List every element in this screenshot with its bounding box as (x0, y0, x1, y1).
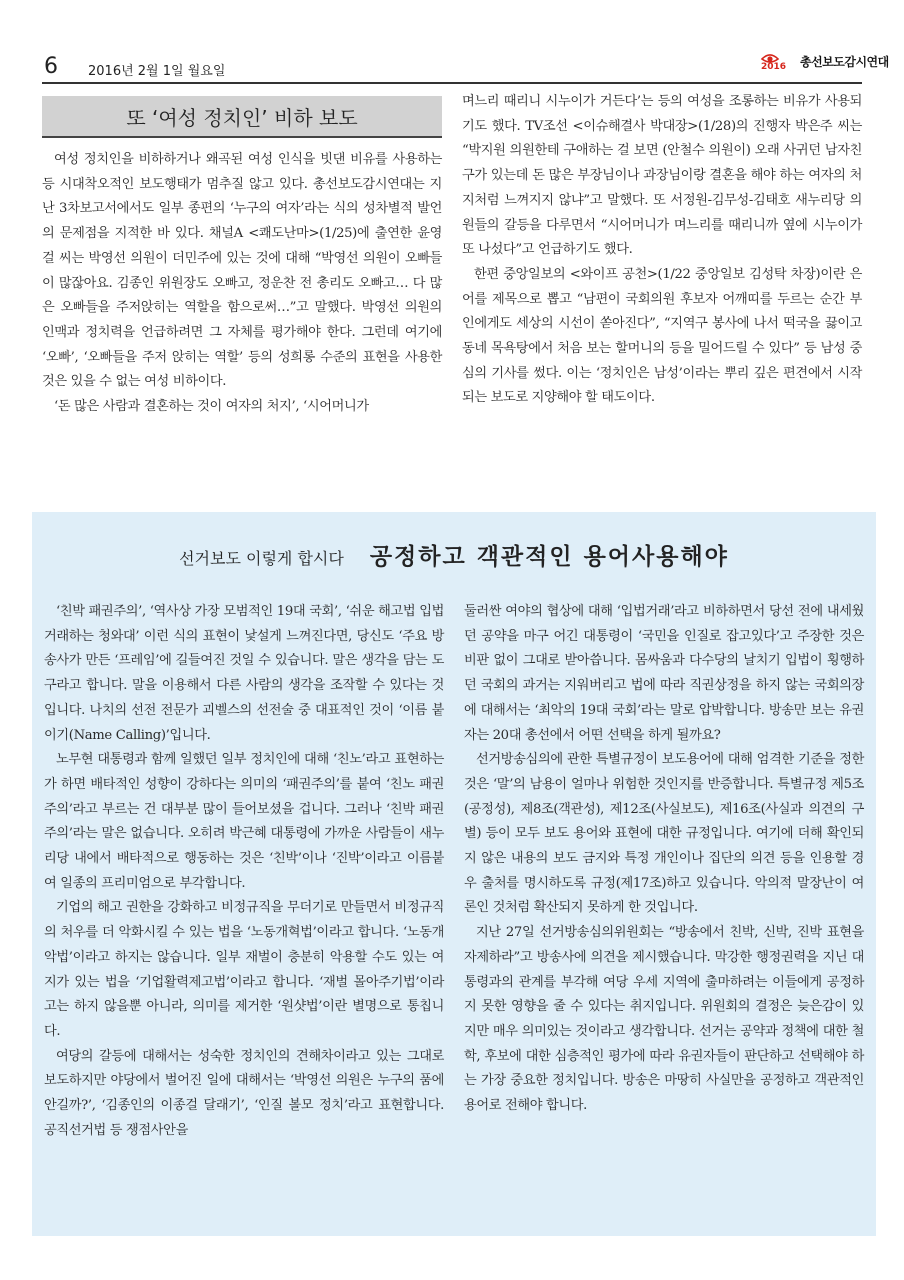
header-divider (42, 82, 862, 84)
publisher-logo (758, 50, 889, 70)
eye-icon (758, 50, 798, 70)
page-number: 6 (44, 54, 58, 79)
box-paragraph: 선거방송심의에 관한 특별규정이 보도용어에 대해 엄격한 기준을 정한 것은 ‘말’의 남용이 얼마나 위험한 것인지를 반증합니다. 특별규정 제5조(공정성), 제8조(객관성), 제12조(사실보도), 제16조(사실과 의견의 구별) 등이 모두 보도 용어와 표현에 대한 규정입니다. 여기에 더해 확인되지 않은 내용의 보도 금지와 특정 개인이나 집단의 의견 등을 인용할 경우 출처를 명시하도록 규정(제17조)하고 있습니다. 악의적 말장난이 여론인 것처럼 확산되지 못하게 한 것입니다. (464, 752, 864, 916)
article-column-right (462, 90, 862, 411)
box-paragraph: ‘친박 패권주의’, ‘역사상 가장 모범적인 19대 국회’, ‘쉬운 해고법 입법 거래하는 청와대’ 이런 식의 표현이 낯설게 느껴진다면, 당신도 ‘주요 방송사가 만든 ‘프레임’에 길들여진 것일 수 있습니다. 말은 생각을 담는 도구라고 합니다. 말을 이용해서 다른 사람의 생각을 조작할 수 있다는 것입니다. 나치의 선전 전문가 괴벨스의 선전술 중 대표적인 것이 ‘이름 붙이기(Name Calling)’입니다. (44, 604, 444, 743)
box-column-right (464, 600, 864, 1119)
article-paragraph: 한편 중앙일보의 <와이프 공천>(1/22 중앙일보 김성탁 차장)이란 은어를 제목으로 뽑고 “남편이 국회의원 후보자 어깨띠를 두르는 순간 부인에게도 세상의 시선이 쏟아진다”, “지역구 봉사에 나서 떡국을 끓이고 동네 목욕탕에서 처음 보는 할머니의 등을 밀어드릴 수 있다” 등 남성 중심의 기사를 썼다. 이는 ‘정치인은 남성’이라는 뿌리 깊은 편견에서 시작되는 보도로 지양해야 할 태도이다. (462, 266, 862, 406)
box-paragraph: 둘러싼 여야의 협상에 대해 ‘입법거래’라고 비하하면서 당선 전에 내세웠던 공약을 마구 어긴 대통령이 ‘국민을 인질로 잡고있다’고 주장한 것은 비판 없이 그대로 받아씁니다. 몸싸움과 다수당의 날치기 입법이 횡행하던 국회의 과거는 지워버리고 법에 따라 직권상정을 하지 않는 국회의장에 대해서는 ‘최악의 19대 국회’라는 말로 압박합니다. 방송만 보는 유권자는 20대 총선에서 어떤 선택을 하게 될까요? (464, 604, 864, 743)
article-title: 또 ‘여성 정치인’ 비하 보도 (42, 96, 442, 138)
box-heading (32, 538, 876, 571)
box-kicker: 선거보도 이렇게 합시다 (179, 549, 344, 568)
logo-text: 총선보도감시연대 (800, 55, 889, 69)
article-paragraph: 여성 정치인을 비하하거나 왜곡된 여성 인식을 빗댄 비유를 사용하는 등 시대착오적인 보도행태가 멈추질 않고 있다. 총선보도감시연대는 지난 3차보고서에서도 일부 종편의 ‘누구의 여자’라는 식의 성차별적 발언의 문제점을 지적한 바 있다. 채널A <쾌도난마>(1/25)에 출연한 윤영걸 씨는 박영선 의원이 더민주에 있는 것에 대해 “박영선 의원이 오빠들이 많잖아요. 김종인 위원장도 오빠고, 정운찬 전 총리도 오빠고… 다 많은 오빠들을 주저앉히는 역할을 함으로써…”고 말했다. 박영선 의원의 인맥과 정치력을 언급하려면 그 자체를 평가해야 한다. 그런데 여기에 ‘오빠’, ‘오빠들을 주저 앉히는 역할’ 등의 성희롱 수준의 표현을 사용한 것은 있을 수 없는 여성 비하이다. (42, 152, 442, 390)
column-box (32, 512, 876, 1236)
page-header (0, 0, 904, 90)
box-paragraph: 기업의 해고 권한을 강화하고 비정규직을 무더기로 만들면서 비정규직의 처우를 더 악화시킬 수 있는 법을 ‘노동개혁법’이라고 합니다. ‘노동개악법’이라고 하지는 않습니다. 일부 재벌이 충분히 악용할 수도 있는 여지가 있는 법을 ‘기업활력제고법’이라고 합니다. ‘재벌 몰아주기법’이라고는 하지 않을뿐 아니라, 의미를 제거한 ‘원샷법’이란 별명으로 통칩니다. (44, 900, 444, 1039)
box-paragraph: 지난 27일 선거방송심의위원회는 “방송에서 친박, 신박, 진박 표현을 자제하라”고 방송사에 의견을 제시했습니다. 막강한 행정권력을 지닌 대통령과의 관계를 부각해 여당 우세 지역에 출마하려는 이들에게 공정하지 못한 영향을 줄 수 있다는 취지입니다. 위원회의 결정은 늦은감이 있지만 매우 의미있는 것이라고 생각합니다. 선거는 공약과 정책에 대한 철학, 후보에 대한 심층적인 평가에 따라 유권자들이 판단하고 선택해야 하는 가장 중요한 정치입니다. 방송은 마땅히 사실만을 공정하고 객관적인 용어로 전해야 합니다. (464, 925, 864, 1114)
article-column-left (42, 148, 442, 420)
logo-year: 2016 (761, 62, 787, 70)
box-paragraph: 여당의 갈등에 대해서는 성숙한 정치인의 견해차이라고 있는 그대로 보도하지만 야당에서 벌어진 일에 대해서는 ‘박영선 의원은 누구의 품에 안길까?’, ‘김종인의 이종걸 달래기’, ‘인질 볼모 정치’라고 표현합니다. 공직선거법 등 쟁점사안을 (44, 1048, 444, 1138)
box-headline: 공정하고 객관적인 용어사용해야 (369, 544, 729, 570)
issue-date: 2016년 2월 1일 월요일 (88, 64, 226, 79)
box-paragraph: 노무현 대통령과 함께 일했던 일부 정치인에 대해 ‘친노’라고 표현하는가 하면 배타적인 성향이 강하다는 의미의 ‘패권주의’를 붙여 ‘친노 패권주의’라고 부르는 건 대부분 많이 들어보셨을 겁니다. 그러나 ‘친박 패권주의’라는 말은 없습니다. 오히려 박근혜 대통령에 가까운 사람들이 새누리당 내에서 배타적으로 행동하는 것은 ‘친박’이나 ‘진박’이라고 이름붙여 일종의 프리미엄으로 부각합니다. (44, 752, 444, 891)
article-paragraph: ‘돈 많은 사람과 결혼하는 것이 여자의 처지’, ‘시어머니가 (54, 399, 369, 415)
article-paragraph: 며느리 때리니 시누이가 거든다’는 등의 여성을 조롱하는 비유가 사용되기도 했다. TV조선 <이슈해결사 박대장>(1/28)의 진행자 박은주 씨는 “박지원 의원한테 구애하는 걸 보면 (안철수 의원이) 오래 사귀던 남자친구가 있는데 돈 많은 부장님이나 과장님이랑 결혼을 해야 하는 여자의 처지처럼 느껴지지 않냐”고 말했다. 또 서정원-김무성-김태호 새누리당 의원들의 갈등을 다루면서 “시어머니가 며느리를 때리니까 옆에 시누이가 또 나섰다”고 언급하기도 했다. (462, 94, 862, 258)
box-column-left (44, 600, 444, 1143)
